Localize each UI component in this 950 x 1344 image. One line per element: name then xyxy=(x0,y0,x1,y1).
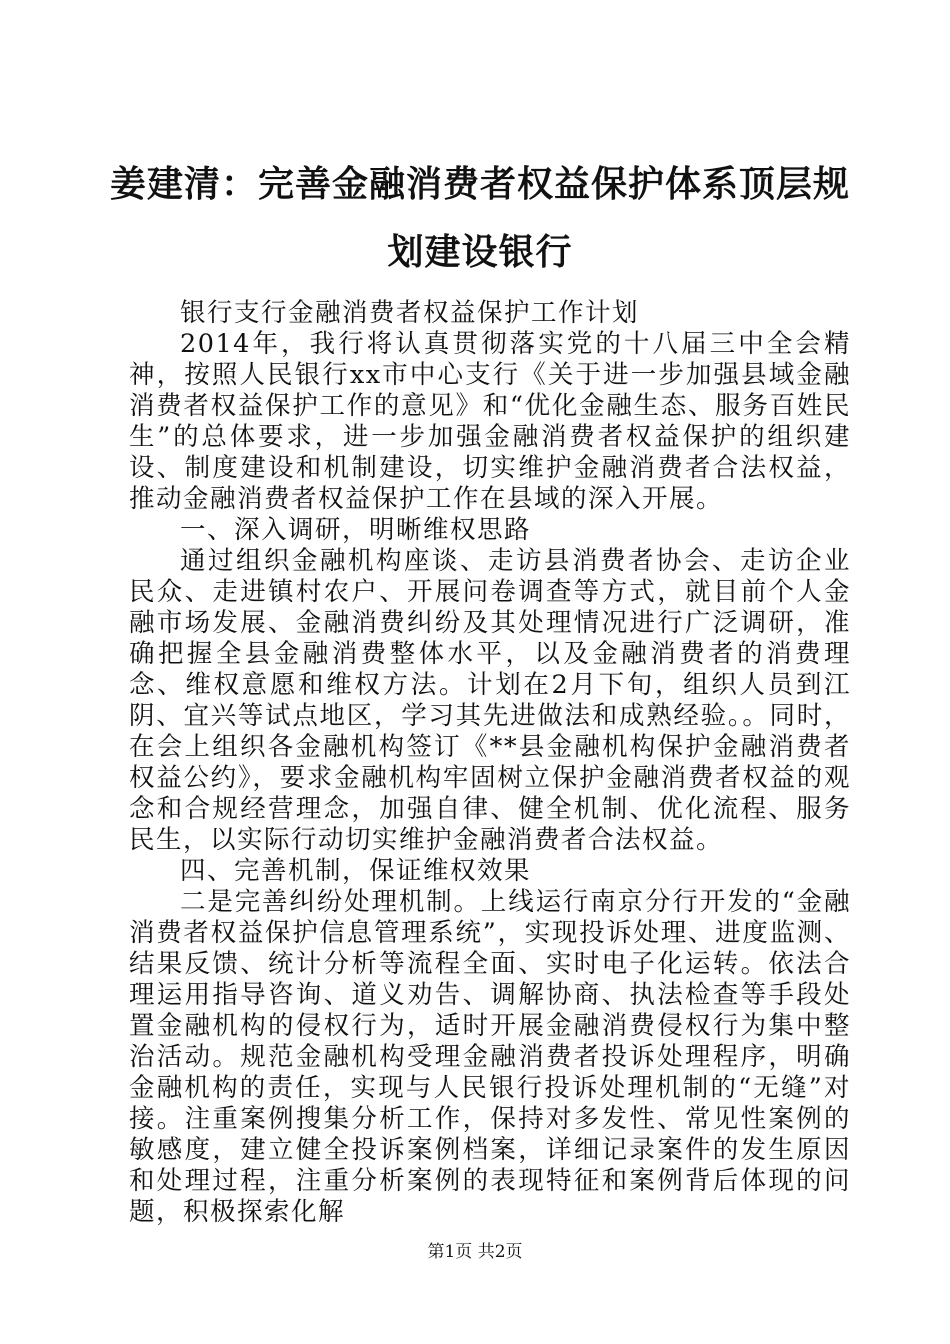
paragraph-subtitle: 银行支行金融消费者权益保护工作计划 xyxy=(180,298,640,328)
title-line-2: 划建设银行 xyxy=(387,231,573,273)
section-heading-1: 一、深入调研，明晰维权思路 xyxy=(180,515,532,545)
paragraph-research: 通过组织金融机构座谈、走访县消费者协会、走访企业民众、走进镇村农户、开展问卷调查等方式，就目前个人金融市场发展、金融消费纠纷及其处理情况进行广泛调研，准确把握全县金融消费整体水平，以及金融消费者的消费理念、维权意愿和维权方法。计划在2月下旬，组织人员到江阴、宜兴等试点地区，学习其先进做法和成熟经验。。同时，在会上组织各金融机构签订《**县金融机构保护金融消费者权益公约》，要求金融机构牢固树立保护金融消费者权益的观念和合规经营理念，加强自律、健全机制、优化流程、服务民生，以实际行动切实维护金融消费者合法权益。 xyxy=(129,546,851,855)
paragraph-mechanism: 二是完善纠纷处理机制。上线运行南京分行开发的“金融消费者权益保护信息管理系统”，实现投诉处理、进度监测、结果反馈、统计分析等流程全面、实时电子化运转。依法合理运用指导咨询、道义劝告、调解协商、执法检查等手段处置金融机构的侵权行为，适时开展金融消费侵权行为集中整治活动。规范金融机构受理金融消费者投诉处理程序，明确金融机构的责任，实现与人民银行投诉处理机制的“无缝”对接。注重案例搜集分析工作，保持对多发性、常见性案例的敏感度，建立健全投诉案例档案，详细记录案件的发生原因和处理过程，注重分析案例的表现特征和案例背后体现的问题，积极探索化解 xyxy=(129,887,851,1227)
section-heading-4: 四、完善机制，保证维权效果 xyxy=(180,856,532,886)
document-title xyxy=(100,150,860,286)
paragraph-intro: 2014年，我行将认真贯彻落实党的十八届三中全会精神，按照人民银行xx市中心支行《关于进一步加强县域金融消费者权益保护工作的意见》和“优化金融生态、服务百姓民生”的总体要求，进一步加强金融消费者权益保护的组织建设、制度建设和机制建设，切实维护金融消费者合法权益，推动金融消费者权益保护工作在县域的深入开展。 xyxy=(129,329,851,514)
page-number-footer: 第1页 共2页 xyxy=(427,1242,523,1262)
title-line-1: 姜建清：完善金融消费者权益保护体系顶层规 xyxy=(109,163,850,205)
document-body xyxy=(129,298,851,1228)
